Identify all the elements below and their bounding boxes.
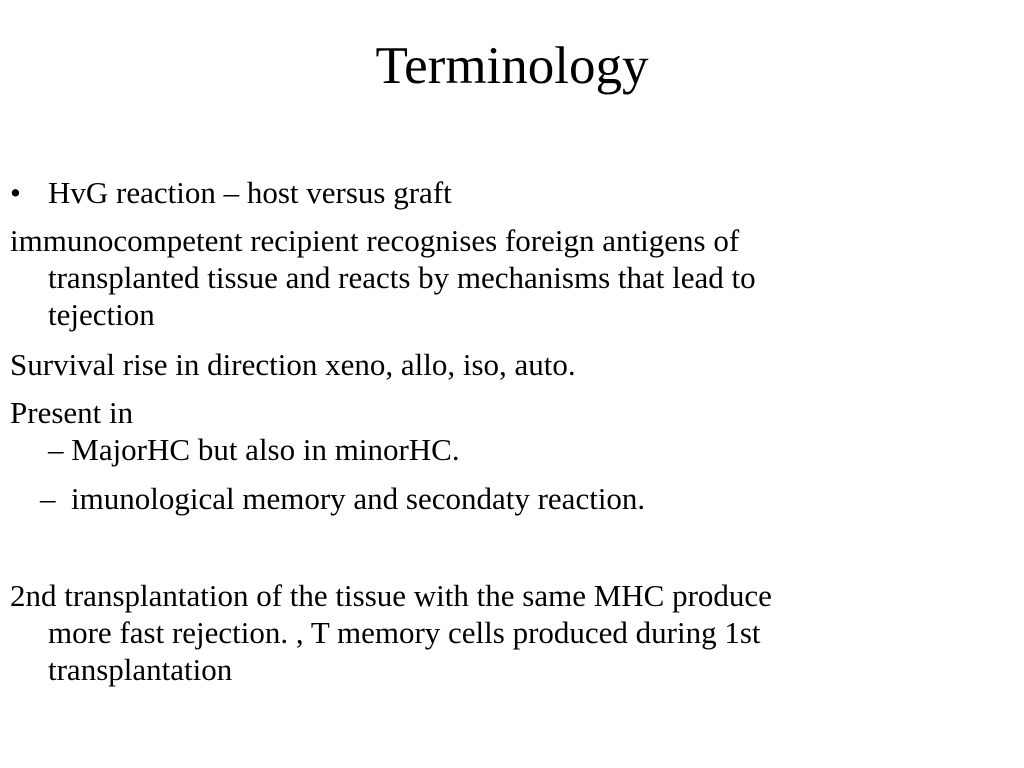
bullet-icon: • [10, 175, 21, 210]
dash-icon: – [40, 481, 56, 516]
bullet-item-hvg [10, 174, 452, 211]
paragraph-line: more fast rejection. , T memory cells produced during 1st [48, 615, 761, 650]
paragraph-survival [10, 346, 576, 383]
dash-item-text: imunological memory and secondaty reaction. [71, 481, 646, 516]
dash-item-memory [40, 480, 645, 517]
paragraph-line: transplanted tissue and reacts by mechanisms that lead to [48, 260, 756, 295]
bullet-text: HvG reaction – host versus graft [48, 175, 452, 210]
paragraph-present-in [10, 394, 460, 468]
paragraph-line: Survival rise in direction xeno, allo, iso, auto. [10, 347, 576, 382]
paragraph-line: – MajorHC but also in minorHC. [48, 432, 460, 467]
paragraph-line: 2nd transplantation of the tissue with the same MHC produce [10, 578, 772, 613]
slide-title: Terminology [375, 37, 649, 95]
paragraph-line: transplantation [48, 652, 233, 687]
paragraph-immunocompetent [10, 222, 756, 333]
paragraph-line: tejection [48, 297, 155, 332]
paragraph-line: immunocompetent recipient recognises foreign antigens of [10, 223, 740, 258]
paragraph-second-transplantation [10, 577, 772, 688]
paragraph-line: Present in [10, 395, 134, 430]
